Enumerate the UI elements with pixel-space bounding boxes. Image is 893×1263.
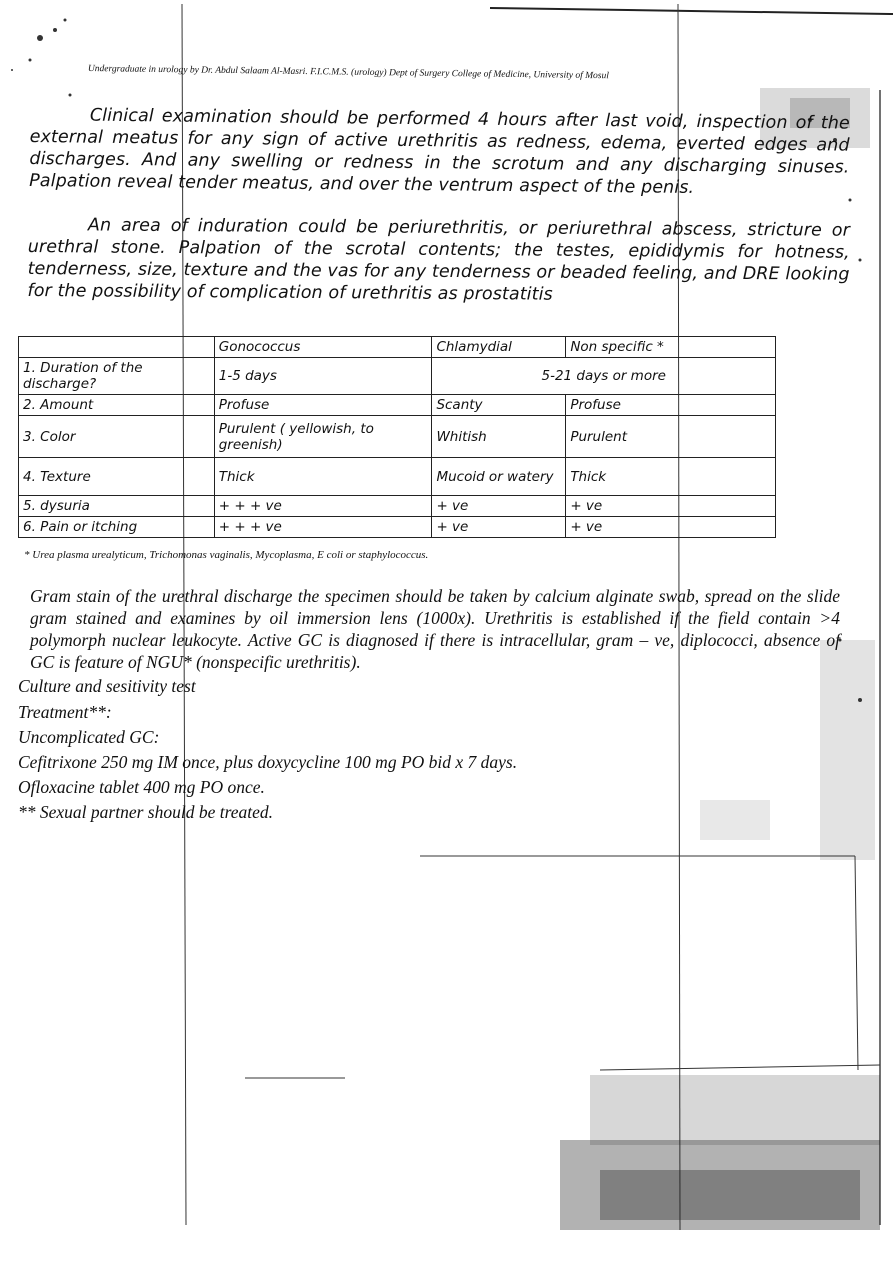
color-chlam: Whitish: [432, 416, 566, 458]
texture-gono: Thick: [214, 458, 432, 496]
table-row: [19, 458, 776, 496]
row-label-amount: 2. Amount: [19, 395, 215, 416]
noise-block-right: [700, 640, 875, 860]
row-label-texture: 4. Texture: [19, 458, 215, 496]
ofloxacine-regimen: Ofloxacine tablet 400 mg PO once.: [18, 777, 265, 797]
header-nonspecific: Non specific *: [566, 337, 776, 358]
duration-gono: 1-5 days: [214, 358, 432, 395]
row-label-duration: 1. Duration of the discharge?: [19, 358, 215, 395]
texture-nonspec: Thick: [566, 458, 776, 496]
header-gonococcus: Gonococcus: [214, 337, 432, 358]
dysuria-gono: + + + ve: [214, 496, 432, 517]
duration-other: 5-21 days or more: [432, 358, 776, 395]
induration-paragraph: An area of induration could be periurethritis, or periurethral abscess, stricture or urethral stone. Palpation of the scrotal contents; the testes, epididymis for hotness, tenderness, size, texture and the vas for any tenderness or beaded feeling, and DRE looking for the possibility of complication of urethritis as prostatitis: [27, 215, 850, 305]
cefitrixone-regimen: Cefitrixone 250 mg IM once, plus doxycycline 100 mg PO bid x 7 days.: [18, 752, 518, 772]
table-row: [19, 416, 776, 458]
page-header: Undergraduate in urology by Dr. Abdul Salaam Al-Masri. F.I.C.M.S. (urology) Dept of Surgery College of Medicine, University of Mosul: [87, 64, 609, 82]
uncomplicated-gc-heading: Uncomplicated GC:: [18, 727, 160, 747]
pain-nonspec: + ve: [566, 517, 776, 538]
treatment-heading: Treatment**:: [18, 702, 112, 722]
table-row: [19, 395, 776, 416]
gram-stain-paragraph: Gram stain of the urethral discharge the specimen should be taken by calcium alginate swab, spread on the slide gram stained and examines by oil immersion lens (1000x). Urethritis is established if the field contain >4 polymorph nuclear leukocyte. Active GC is diagnosed if there is intracellular, gram – ve, diplococci, absence of GC is feature of NGU* (nonspecific urethritis).: [30, 586, 840, 672]
table-header-row: [19, 337, 776, 358]
dysuria-chlam: + ve: [432, 496, 566, 517]
dysuria-nonspec: + ve: [566, 496, 776, 517]
color-gono: Purulent ( yellowish, to greenish): [214, 416, 432, 458]
amount-gono: Profuse: [214, 395, 432, 416]
row-label-pain: 6. Pain or itching: [19, 517, 215, 538]
top-scan-edge: [490, 8, 893, 14]
noise-block-bottom-right: [560, 1075, 880, 1230]
color-nonspec: Purulent: [566, 416, 776, 458]
clinical-examination-paragraph: Clinical examination should be performed 4 hours after last void, inspection of the external meatus for any sign of active urethritis as redness, edema, everted edges and discharges. And any swelling or redness in the scrotum and any discharging sinuses. Palpation reveal tender meatus, and over the ventrum aspect of the penis.: [29, 105, 850, 198]
amount-nonspec: Profuse: [566, 395, 776, 416]
pain-chlam: + ve: [432, 517, 566, 538]
table-row: [19, 496, 776, 517]
row-label-color: 3. Color: [19, 416, 215, 458]
empty-header-cell: [19, 337, 215, 358]
row-label-dysuria: 5. dysuria: [19, 496, 215, 517]
sexual-partner-note: ** Sexual partner should be treated.: [18, 802, 274, 822]
table-footnote: * Urea plasma urealyticum, Trichomonas vaginalis, Mycoplasma, E coli or staphylococcus.: [24, 549, 429, 561]
table-row: [19, 517, 776, 538]
culture-line: Culture and sesitivity test: [18, 676, 196, 696]
amount-chlam: Scanty: [432, 395, 566, 416]
texture-chlam: Mucoid or watery: [432, 458, 566, 496]
smudge-line-lower: [600, 1065, 880, 1070]
header-chlamydial: Chlamydial: [432, 337, 566, 358]
table-row: [19, 358, 776, 395]
pain-gono: + + + ve: [214, 517, 432, 538]
discharge-comparison-table: [18, 336, 776, 538]
smudge-line-vertical: [855, 856, 858, 1070]
